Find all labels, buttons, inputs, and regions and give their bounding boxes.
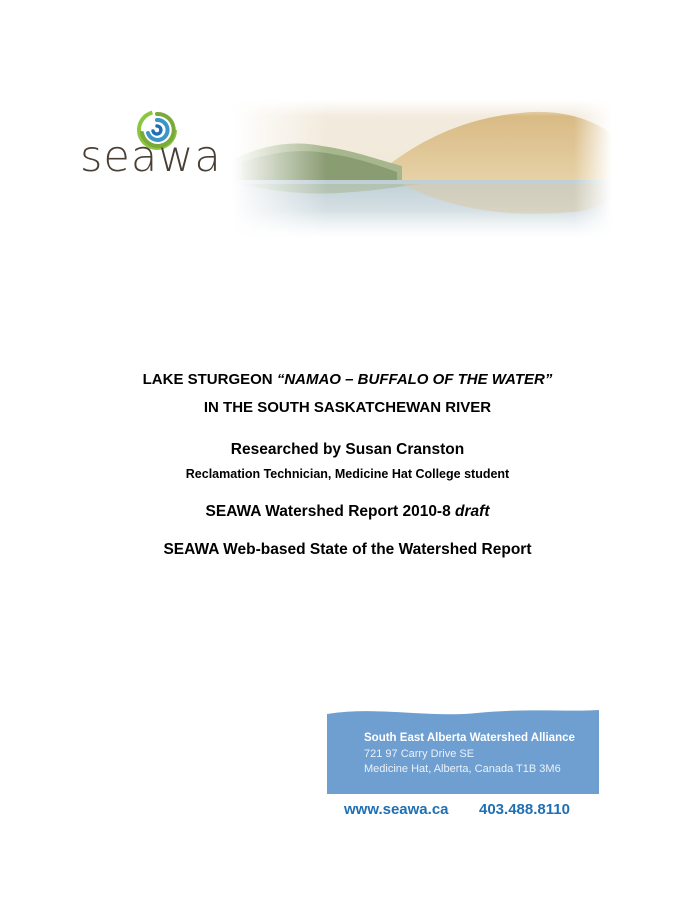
- report-name: SEAWA Watershed Report 2010-8: [205, 503, 456, 520]
- organization-name: South East Alberta Watershed Alliance: [364, 732, 575, 744]
- report-number: [0, 502, 695, 522]
- report-title-block: [0, 370, 695, 560]
- researcher-byline: Researched by Susan Cranston: [230, 441, 465, 458]
- title-italic-phrase: “NAMAO – BUFFALO OF THE WATER”: [276, 371, 553, 388]
- report-title-line2: IN THE SOUTH SASKATCHEWAN RIVER: [203, 399, 492, 416]
- report-title: [0, 370, 695, 390]
- address-lines: [364, 731, 575, 778]
- city-address: Medicine Hat, Alberta, Canada T1B 3M6: [364, 763, 561, 775]
- phone-number: 403.488.8110: [479, 801, 570, 818]
- street-address: 721 97 Carry Drive SE: [364, 747, 475, 760]
- researcher-role: Reclamation Technician, Medicine Hat College student: [185, 467, 510, 481]
- report-status: draft: [455, 503, 490, 520]
- report-header: [0, 0, 695, 240]
- report-subtitle: SEAWA Web-based State of the Watershed Report: [163, 541, 532, 558]
- river-landscape-image: [232, 100, 612, 238]
- logo-wordmark: seawa: [80, 132, 222, 182]
- address-panel: [327, 708, 599, 794]
- website-link[interactable]: www.seawa.ca: [344, 801, 449, 818]
- title-prefix: LAKE STURGEON: [142, 371, 277, 388]
